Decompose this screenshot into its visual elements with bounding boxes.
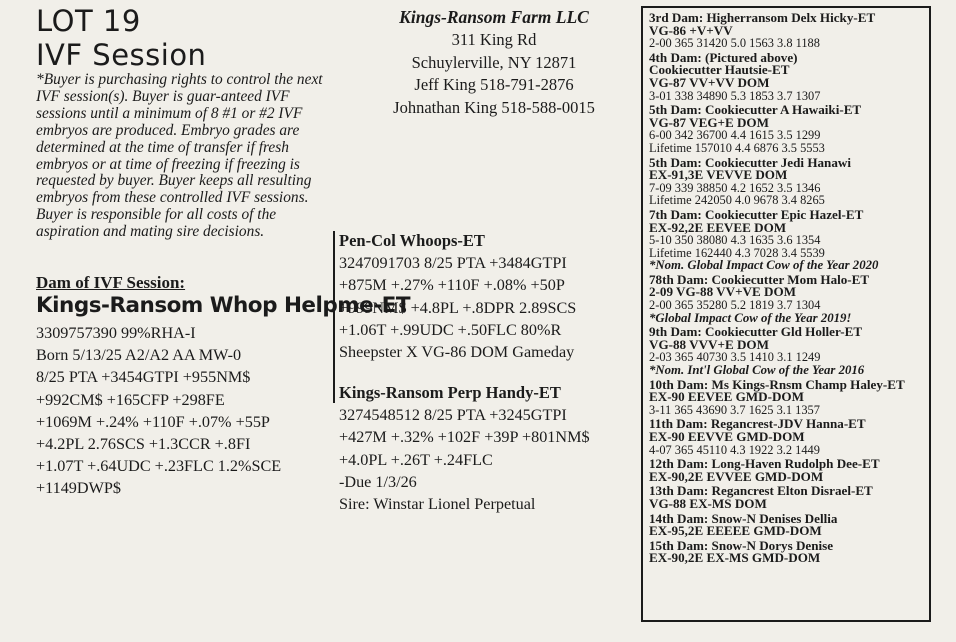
pedigree-record: Lifetime 242050 4.0 9678 3.4 8265 [649,193,825,208]
pedigree-classification: EX-95,2E EEEEE GMD-DOM [649,523,822,539]
dam-line: +1149DWP$ [36,479,121,498]
sire-name: Pen-Col Whoops-ET [339,231,485,250]
lot-title [36,4,206,72]
pedigree-dam-name: 15th Dam: Snow-N Dorys Denise [649,537,834,553]
pedigree-dam-name: 14th Dam: Snow-N Denises Dellia [649,510,838,526]
sire-line: 3247091703 8/25 PTA +3484GTPI [339,254,567,273]
pedigree-classification: EX-91,3E VEVVE DOM [649,167,788,183]
ivf-terms-text: *Buyer is purchasing rights to control the next IVF session(s). Buyer is guar-anteed IVF sessions until a minimum of 8 #1 or #2 IVF embryos are produced. Embryo grades are determined at the time of transfer if fresh embryos or at time of freezing if freezing is requested by buyer. Buyer keeps all resulting embryos from these controlled IVF sessions. Buyer is responsible for all costs of the aspiration and mating sire decisions. [36,71,323,241]
pedigree-record: 4-07 365 45110 4.3 1922 3.2 1449 [649,442,820,457]
pedigree-dam-name: 78th Dam: Cookiecutter Mom Halo-ET [649,271,870,287]
pedigree-entry [649,326,929,376]
farm-address-line1: 311 King Rd [451,30,537,49]
pedigree-classification: Cookiecutter Hautsie-ET [649,62,790,78]
pedigree-entry [649,537,929,566]
pedigree-dam-name: 11th Dam: Regancrest-JDV Hanna-ET [649,416,866,432]
pedigree-record: Lifetime 162440 4.3 7028 3.4 5539 [649,245,825,260]
pedigree-entry [649,510,929,539]
pedigree-record: 6-00 342 36700 4.4 1615 3.5 1299 [649,128,821,143]
pedigree-entry [649,12,929,50]
farm-contact-2: Johnathan King 518-588-0015 [393,97,595,117]
pedigree-record: 3-01 338 34890 5.3 1853 3.7 1307 [649,88,821,103]
pedigree-classification: VG-87 VV+VV DOM [649,74,770,90]
pedigree-classification: VG-88 VVV+E DOM [649,336,769,352]
pedigree-record: Lifetime 157010 4.4 6876 3.5 5553 [649,140,825,155]
sire-line: +999NM$ +4.8PL +.8DPR 2.89SCS [339,298,577,317]
farm-contact-1: Jeff King 518-791-2876 [414,75,574,94]
pedigree-classification: VG-86 +V+VV [649,22,733,38]
pedigree-classification: EX-90,2E EVVEE GMD-DOM [649,468,824,484]
pedigree-entry [649,154,929,208]
lot-number: LOT 19 [36,4,141,38]
pedigree-classification: VG-87 VEG+E DOM [649,114,769,130]
sire-line: -Due 1/3/26 [339,472,417,491]
pedigree-dam-name: 10th Dam: Ms Kings-Rnsm Champ Haley-ET [649,376,905,392]
dam-name: Kings-Ransom Whop Helpme-ET [36,293,411,318]
dam-line: Born 5/13/25 A2/A2 AA MW-0 [36,346,242,365]
dam-info [36,322,336,500]
pedigree-dam-name: 5th Dam: Cookiecutter A Hawaiki-ET [649,102,862,118]
sire-line: Sheepster X VG-86 DOM Gameday [339,343,575,362]
pedigree-record: 5-10 350 38080 4.3 1635 3.6 1354 [649,233,821,248]
pedigree-dam-name: 12th Dam: Long-Haven Rudolph Dee-ET [649,456,880,472]
pedigree-award: *Nom. Int'l Global Cow of the Year 2016 [649,363,865,378]
pedigree-entry [649,418,929,456]
dam-line: +4.2PL 2.76SCS +1.3CCR +.8FI [36,435,251,454]
farm-contact-block [344,6,644,119]
sire-name: Kings-Ransom Perp Handy-ET [339,383,561,402]
sire-line: +427M +.32% +102F +39P +801NM$ [339,428,590,447]
pedigree-entry [649,49,929,103]
dam-heading: Dam of IVF Session: [36,273,186,292]
pedigree-dam-name: 9th Dam: Cookiecutter Gld Holler-ET [649,324,863,340]
dam-line: 8/25 PTA +3454GTPI +955NM$ [36,368,251,387]
pedigree-classification: VG-88 EX-MS DOM [649,495,767,511]
pedigree-entry [649,458,929,483]
pedigree-award: *Global Impact Cow of the Year 2019! [649,310,852,325]
pedigree-box [641,6,931,622]
sire-line: +875M +.27% +110F +.08% +50P [339,276,565,295]
dam-line: +1.07T +.64UDC +.23FLC 1.2%SCE [36,457,282,476]
pedigree-dam-name: 3rd Dam: Higherransom Delx Hicky-ET [649,10,876,25]
pedigree-entry [649,485,929,510]
sire-line: Sire: Winstar Lionel Perpetual [339,495,536,514]
pedigree-classification: EX-90 EEVVE GMD-DOM [649,429,805,444]
pedigree-record: 2-03 365 40730 3.5 1410 3.1 1249 [649,350,821,365]
pedigree-classification: EX-92,2E EEVEE DOM [649,219,787,235]
dam-line: +992CM$ +165CFP +298FE [36,390,225,409]
pedigree-record: 2-00 365 35280 5.2 1819 3.7 1304 [649,298,821,313]
pedigree-award: *Nom. Global Impact Cow of the Year 2020 [649,258,879,273]
pedigree-dam-name: 4th Dam: (Pictured above) [649,49,798,65]
sire-line: 3274548512 8/25 PTA +3245GTPI [339,406,567,425]
pedigree-record: 3-11 365 43690 3.7 1625 3.1 1357 [649,402,820,417]
farm-address-line2: Schuylerville, NY 12871 [411,52,577,72]
pedigree-dam-name: 5th Dam: Cookiecutter Jedi Hanawi [649,154,851,170]
sire-line: +4.0PL +.26T +.24FLC [339,450,493,469]
sire-line: +1.06T +.99UDC +.50FLC 80%R [339,320,562,339]
dam-line: 3309757390 99%RHA-I [36,324,196,342]
pedigree-entry [649,104,929,154]
pedigree-classification: EX-90 EEVEE GMD-DOM [649,389,804,405]
pedigree-record: 2-00 365 31420 5.0 1563 3.8 1188 [649,36,820,51]
farm-name: Kings-Ransom Farm LLC [399,7,589,27]
pedigree-record: 7-09 339 38850 4.2 1652 3.5 1346 [649,180,821,195]
pedigree-classification: EX-90,2E EX-MS GMD-DOM [649,550,821,566]
pedigree-entry [649,271,929,325]
dam-line: +1069M +.24% +110F +.07% +55P [36,412,270,431]
pedigree-entry [649,376,929,417]
sire-block-whoops [339,230,576,363]
pedigree-entry [649,206,929,273]
sire-block-handy [339,382,590,515]
pedigree-dam-name: 7th Dam: Cookiecutter Epic Hazel-ET [649,206,864,222]
lot-subtitle: IVF Session [36,38,207,72]
pedigree-classification: 2-09 VG-88 VV+VE DOM [649,284,797,300]
sire-divider [333,231,335,403]
pedigree-dam-name: 13th Dam: Regancrest Elton Disrael-ET [649,483,873,499]
